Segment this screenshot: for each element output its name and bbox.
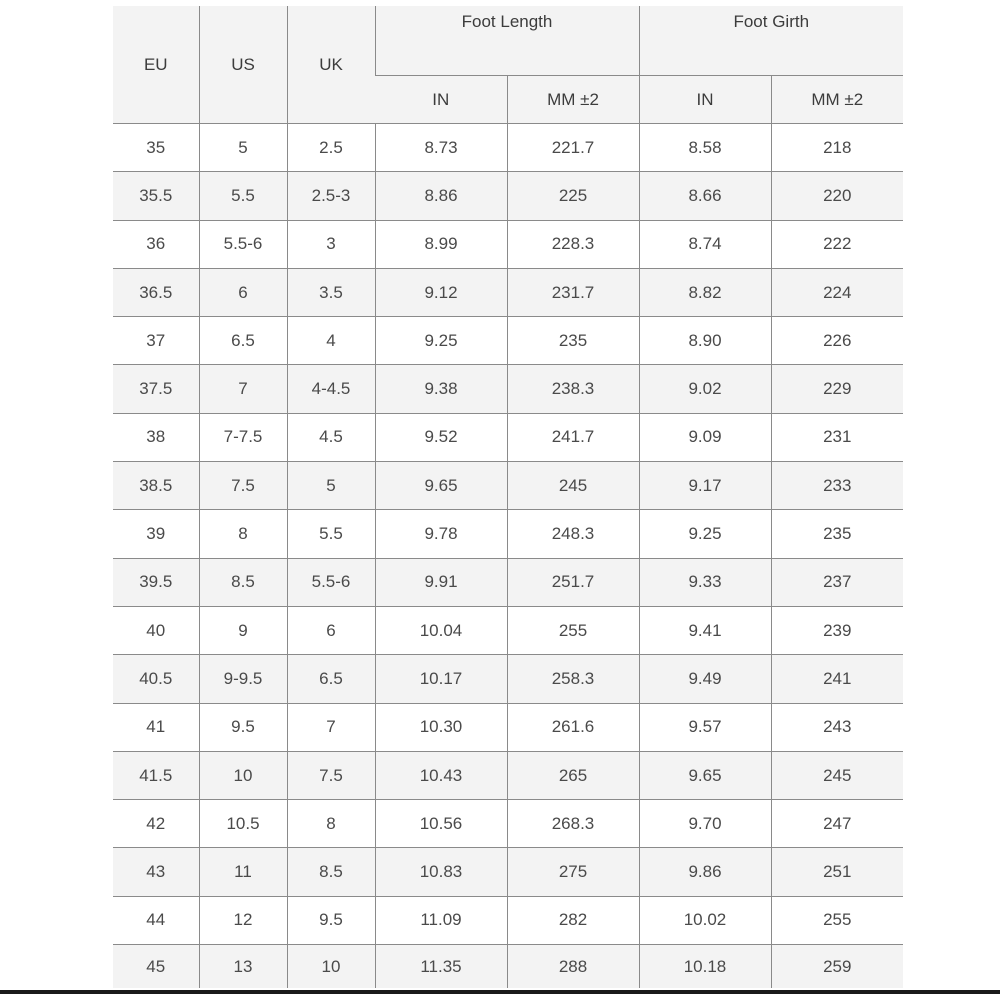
table-row <box>113 124 903 172</box>
cell-uk: 2.5 <box>287 124 375 172</box>
cell-length-in: 9.52 <box>375 413 507 461</box>
cell-girth-in: 9.57 <box>639 703 771 751</box>
table-row <box>113 172 903 220</box>
cell-uk: 3.5 <box>287 268 375 316</box>
cell-length-in: 10.17 <box>375 655 507 703</box>
cell-us: 12 <box>199 896 287 944</box>
cell-girth-in: 8.58 <box>639 124 771 172</box>
cell-uk: 9.5 <box>287 896 375 944</box>
cell-eu: 41.5 <box>113 751 199 799</box>
cell-length-mm: 238.3 <box>507 365 639 413</box>
cell-eu: 42 <box>113 800 199 848</box>
cell-uk: 2.5-3 <box>287 172 375 220</box>
cell-eu: 36.5 <box>113 268 199 316</box>
cell-length-in: 8.99 <box>375 220 507 268</box>
table-row <box>113 558 903 606</box>
cell-eu: 41 <box>113 703 199 751</box>
cell-girth-mm: 233 <box>771 462 903 510</box>
header-foot-girth: Foot Girth <box>639 6 903 76</box>
cell-uk: 5.5 <box>287 510 375 558</box>
table-row <box>113 413 903 461</box>
cell-girth-in: 9.49 <box>639 655 771 703</box>
cell-uk: 6 <box>287 606 375 654</box>
cell-length-in: 10.43 <box>375 751 507 799</box>
cell-us: 13 <box>199 945 287 989</box>
cell-eu: 35.5 <box>113 172 199 220</box>
cell-girth-in: 8.74 <box>639 220 771 268</box>
cell-eu: 38.5 <box>113 462 199 510</box>
cell-length-in: 9.38 <box>375 365 507 413</box>
cell-length-mm: 282 <box>507 896 639 944</box>
cell-length-in: 10.83 <box>375 848 507 896</box>
cell-girth-mm: 251 <box>771 848 903 896</box>
cell-length-mm: 255 <box>507 606 639 654</box>
cell-girth-mm: 247 <box>771 800 903 848</box>
cell-length-in: 10.56 <box>375 800 507 848</box>
cell-length-in: 8.86 <box>375 172 507 220</box>
cell-us: 5.5 <box>199 172 287 220</box>
header-row-top <box>113 6 903 76</box>
cell-girth-in: 9.02 <box>639 365 771 413</box>
cell-girth-in: 9.09 <box>639 413 771 461</box>
cell-girth-mm: 241 <box>771 655 903 703</box>
cell-eu: 39.5 <box>113 558 199 606</box>
cell-us: 8.5 <box>199 558 287 606</box>
cell-girth-mm: 243 <box>771 703 903 751</box>
cell-eu: 40.5 <box>113 655 199 703</box>
table-row <box>113 800 903 848</box>
header-foot-length: Foot Length <box>375 6 639 76</box>
cell-us: 7-7.5 <box>199 413 287 461</box>
cell-girth-mm: 218 <box>771 124 903 172</box>
cell-uk: 4 <box>287 317 375 365</box>
cell-girth-in: 8.90 <box>639 317 771 365</box>
table-header <box>113 6 903 124</box>
cell-us: 6 <box>199 268 287 316</box>
cell-length-mm: 225 <box>507 172 639 220</box>
cell-girth-in: 8.82 <box>639 268 771 316</box>
cell-eu: 36 <box>113 220 199 268</box>
header-eu: EU <box>113 6 199 124</box>
cell-length-in: 10.30 <box>375 703 507 751</box>
cell-girth-in: 9.70 <box>639 800 771 848</box>
cell-length-mm: 241.7 <box>507 413 639 461</box>
cell-girth-in: 9.65 <box>639 751 771 799</box>
table-row <box>113 848 903 896</box>
cell-length-mm: 221.7 <box>507 124 639 172</box>
table-row <box>113 896 903 944</box>
table-row <box>113 751 903 799</box>
cell-girth-mm: 220 <box>771 172 903 220</box>
cell-length-in: 10.04 <box>375 606 507 654</box>
cell-uk: 5 <box>287 462 375 510</box>
header-girth-mm: MM ±2 <box>771 76 903 124</box>
cell-eu: 38 <box>113 413 199 461</box>
cell-length-mm: 251.7 <box>507 558 639 606</box>
cell-length-in: 8.73 <box>375 124 507 172</box>
cell-girth-mm: 239 <box>771 606 903 654</box>
cell-us: 8 <box>199 510 287 558</box>
cell-eu: 35 <box>113 124 199 172</box>
cell-us: 9 <box>199 606 287 654</box>
cell-uk: 8 <box>287 800 375 848</box>
cell-us: 10.5 <box>199 800 287 848</box>
cell-eu: 43 <box>113 848 199 896</box>
cell-eu: 39 <box>113 510 199 558</box>
cell-uk: 4.5 <box>287 413 375 461</box>
cell-length-mm: 275 <box>507 848 639 896</box>
cell-length-in: 9.91 <box>375 558 507 606</box>
table-row <box>113 220 903 268</box>
cell-length-mm: 228.3 <box>507 220 639 268</box>
cell-length-in: 11.35 <box>375 945 507 989</box>
cell-girth-mm: 245 <box>771 751 903 799</box>
cell-girth-mm: 235 <box>771 510 903 558</box>
cell-girth-in: 9.25 <box>639 510 771 558</box>
shoe-size-table <box>113 6 903 988</box>
header-uk: UK <box>287 6 375 124</box>
cell-length-mm: 265 <box>507 751 639 799</box>
cell-uk: 5.5-6 <box>287 558 375 606</box>
cell-girth-in: 9.41 <box>639 606 771 654</box>
cell-girth-mm: 226 <box>771 317 903 365</box>
cell-us: 11 <box>199 848 287 896</box>
cell-length-mm: 258.3 <box>507 655 639 703</box>
table-body <box>113 124 903 989</box>
cell-length-mm: 268.3 <box>507 800 639 848</box>
table-row <box>113 510 903 558</box>
cell-girth-in: 9.17 <box>639 462 771 510</box>
cell-girth-mm: 231 <box>771 413 903 461</box>
cell-length-mm: 245 <box>507 462 639 510</box>
cell-girth-mm: 222 <box>771 220 903 268</box>
cell-length-mm: 248.3 <box>507 510 639 558</box>
cell-us: 10 <box>199 751 287 799</box>
cell-uk: 3 <box>287 220 375 268</box>
table-row <box>113 655 903 703</box>
bottom-divider <box>0 990 1000 994</box>
cell-uk: 8.5 <box>287 848 375 896</box>
cell-girth-in: 8.66 <box>639 172 771 220</box>
cell-us: 5 <box>199 124 287 172</box>
cell-girth-in: 10.02 <box>639 896 771 944</box>
header-length-mm: MM ±2 <box>507 76 639 124</box>
cell-us: 7 <box>199 365 287 413</box>
cell-girth-mm: 224 <box>771 268 903 316</box>
cell-length-in: 9.65 <box>375 462 507 510</box>
cell-length-in: 9.25 <box>375 317 507 365</box>
cell-uk: 7 <box>287 703 375 751</box>
cell-eu: 37 <box>113 317 199 365</box>
cell-eu: 40 <box>113 606 199 654</box>
cell-us: 9.5 <box>199 703 287 751</box>
cell-us: 6.5 <box>199 317 287 365</box>
cell-girth-mm: 259 <box>771 945 903 989</box>
header-length-in: IN <box>375 76 507 124</box>
cell-eu: 45 <box>113 945 199 989</box>
cell-girth-mm: 237 <box>771 558 903 606</box>
table-row <box>113 268 903 316</box>
cell-length-mm: 231.7 <box>507 268 639 316</box>
cell-us: 7.5 <box>199 462 287 510</box>
cell-length-in: 9.12 <box>375 268 507 316</box>
header-girth-in: IN <box>639 76 771 124</box>
cell-uk: 10 <box>287 945 375 989</box>
cell-length-mm: 261.6 <box>507 703 639 751</box>
table-row <box>113 606 903 654</box>
cell-length-in: 11.09 <box>375 896 507 944</box>
cell-eu: 44 <box>113 896 199 944</box>
cell-uk: 7.5 <box>287 751 375 799</box>
table-row <box>113 945 903 989</box>
cell-girth-in: 9.86 <box>639 848 771 896</box>
cell-girth-mm: 229 <box>771 365 903 413</box>
cell-length-in: 9.78 <box>375 510 507 558</box>
cell-us: 9-9.5 <box>199 655 287 703</box>
cell-girth-mm: 255 <box>771 896 903 944</box>
cell-length-mm: 235 <box>507 317 639 365</box>
header-us: US <box>199 6 287 124</box>
cell-girth-in: 9.33 <box>639 558 771 606</box>
table-row <box>113 365 903 413</box>
cell-length-mm: 288 <box>507 945 639 989</box>
table-row <box>113 462 903 510</box>
cell-uk: 6.5 <box>287 655 375 703</box>
cell-eu: 37.5 <box>113 365 199 413</box>
cell-girth-in: 10.18 <box>639 945 771 989</box>
table-row <box>113 317 903 365</box>
cell-us: 5.5-6 <box>199 220 287 268</box>
table-row <box>113 703 903 751</box>
cell-uk: 4-4.5 <box>287 365 375 413</box>
